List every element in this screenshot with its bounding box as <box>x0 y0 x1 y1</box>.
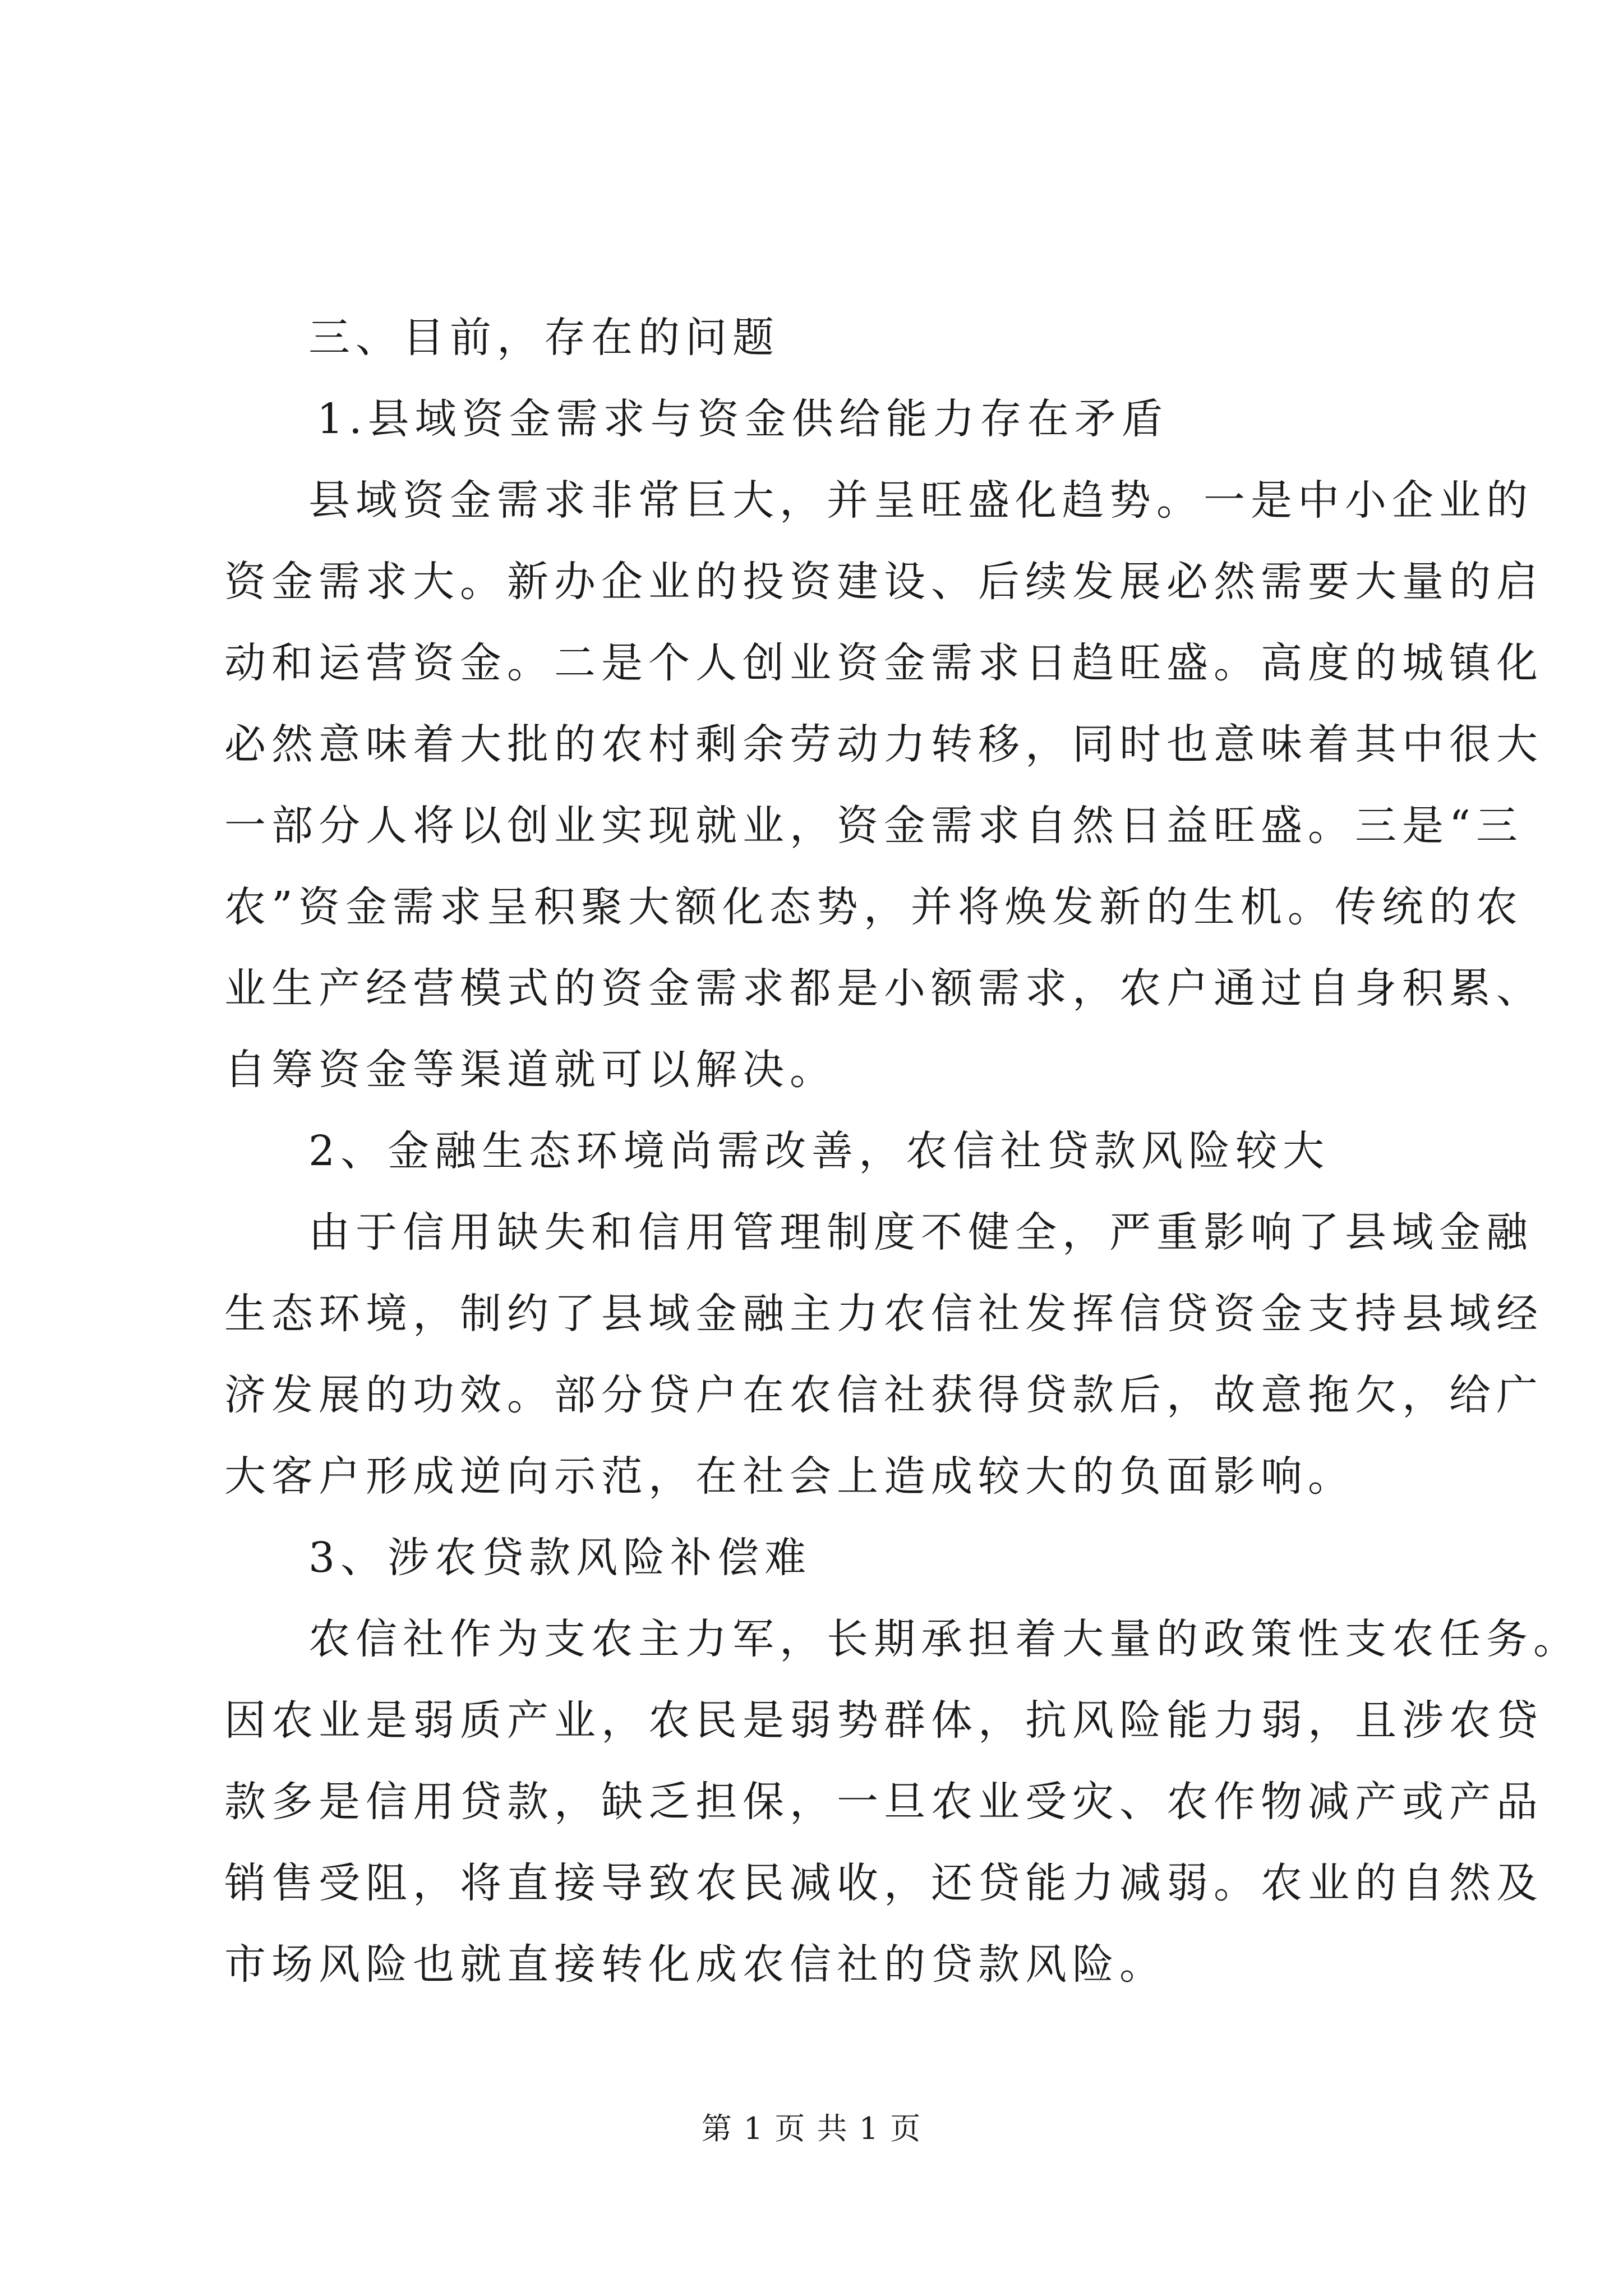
paragraph-line: 农信社作为支农主力军，长期承担着大量的政策性支农任务。 <box>308 1615 1580 1663</box>
subheading-2: 2、金融生态环境尚需改善，农信社贷款风险较大 <box>308 1127 1330 1175</box>
paragraph-line: 款多是信用贷款，缺乏担保，一旦农业受灾、农作物减产或产品 <box>224 1778 1543 1826</box>
paragraph-line: 动和运营资金。二是个人创业资金需求日趋旺盛。高度的城镇化 <box>224 639 1543 687</box>
paragraph-line: 农”资金需求呈积聚大额化态势，并将焕发新的生机。传统的农 <box>224 883 1523 931</box>
document-body <box>224 297 1580 2005</box>
paragraph-line: 资金需求大。新办企业的投资建设、后续发展必然需要大量的启 <box>224 558 1543 606</box>
section-heading: 三、目前，存在的问题 <box>308 314 780 362</box>
paragraph-line: 生态环境，制约了县域金融主力农信社发挥信贷资金支持县域经 <box>224 1290 1543 1338</box>
paragraph-line: 一部分人将以创业实现就业，资金需求自然日益旺盛。三是“三 <box>224 802 1523 850</box>
paragraph-line: 济发展的功效。部分贷户在农信社获得贷款后，故意拖欠，给广 <box>224 1371 1543 1419</box>
page-footer: 第 1 页 共 1 页 <box>701 2111 922 2146</box>
paragraph-line: 市场风险也就直接转化成农信社的贷款风险。 <box>224 1940 1166 1989</box>
subheading-1: 1.县域资金需求与资金供给能力存在矛盾 <box>317 395 1169 443</box>
paragraph-line: 由于信用缺失和信用管理制度不健全，严重影响了县域金融 <box>308 1208 1533 1257</box>
paragraph-line: 销售受阻，将直接导致农民减收，还贷能力减弱。农业的自然及 <box>224 1859 1543 1907</box>
paragraph-line: 大客户形成逆向示范，在社会上造成较大的负面影响。 <box>224 1452 1355 1501</box>
paragraph-line: 必然意味着大批的农村剩余劳动力转移，同时也意味着其中很大 <box>224 720 1543 769</box>
paragraph-line: 因农业是弱质产业，农民是弱势群体，抗风险能力弱，且涉农贷 <box>224 1696 1543 1745</box>
paragraph-line: 自筹资金等渠道就可以解决。 <box>224 1046 837 1094</box>
subheading-3: 3、涉农贷款风险补偿难 <box>308 1534 812 1582</box>
paragraph-line: 县域资金需求非常巨大，并呈旺盛化趋势。一是中小企业的 <box>308 476 1533 524</box>
paragraph-line: 业生产经营模式的资金需求都是小额需求，农户通过自身积累、 <box>224 964 1543 1013</box>
